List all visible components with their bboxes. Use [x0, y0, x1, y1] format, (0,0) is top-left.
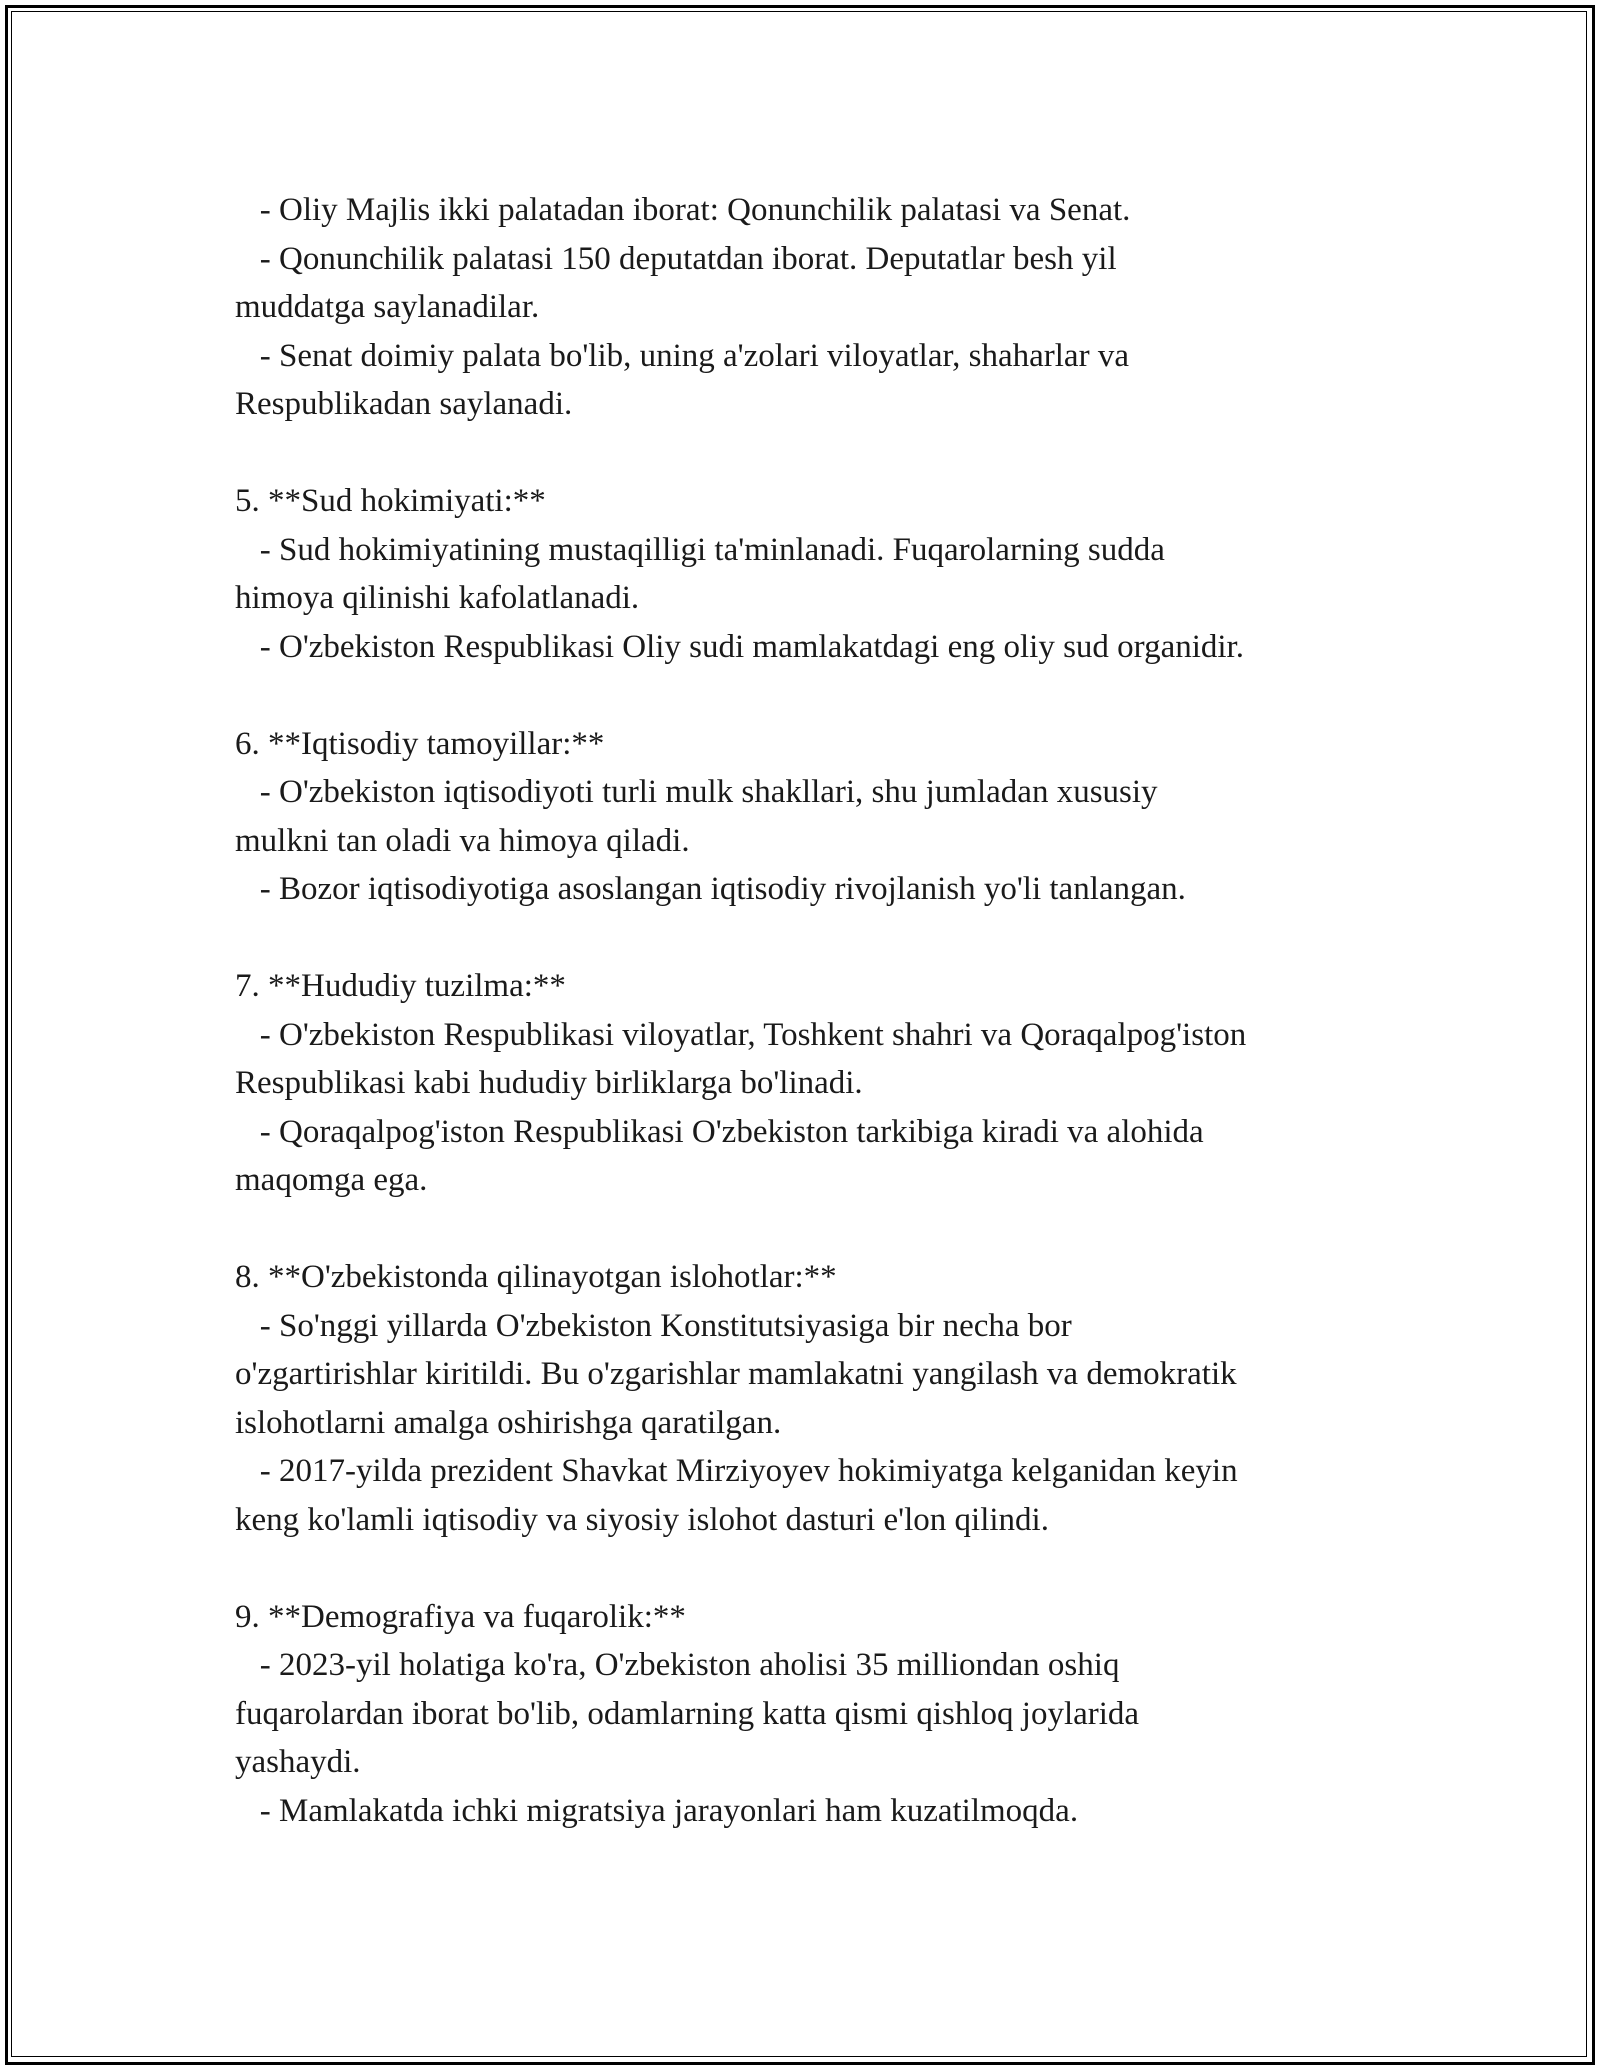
- text-line: - Sud hokimiyatining mustaqilligi ta'minlanadi. Fuqarolarning sudda: [235, 531, 1165, 568]
- text-line: - 2017-yilda prezident Shavkat Mirziyoyev hokimiyatga kelganidan keyin: [235, 1453, 1238, 1489]
- text-line: - Qonunchilik palatasi 150 deputatdan iborat. Deputatlar besh yil: [235, 240, 1117, 277]
- text-line: Respublikasi kabi hududiy birliklarga bo'linadi.: [235, 1065, 863, 1101]
- paragraph-gap: [235, 1205, 1385, 1254]
- text-line: islohotlarni amalga oshirishga qaratilgan.: [235, 1404, 782, 1441]
- document-body: [235, 186, 1385, 1835]
- section-heading: 5. **Sud hokimiyati:**: [235, 483, 546, 519]
- paragraph-gap: [235, 671, 1385, 720]
- text-line: yashaydi.: [235, 1744, 361, 1780]
- text-line: o'zgartirishlar kiritildi. Bu o'zgarishlar mamlakatni yangilash va demokratik: [235, 1356, 1237, 1392]
- section-heading: 6. **Iqtisodiy tamoyillar:**: [235, 725, 605, 762]
- paragraph-gap: [235, 429, 1385, 478]
- section-heading: 7. **Hududiy tuzilma:**: [235, 968, 566, 1004]
- text-line: - O'zbekiston Respublikasi Oliy sudi mamlakatdagi eng oliy sud organidir.: [235, 628, 1244, 665]
- text-line: - Bozor iqtisodiyotiga asoslangan iqtisodiy rivojlanish yo'li tanlangan.: [235, 871, 1186, 907]
- text-line: maqomga ega.: [235, 1162, 428, 1198]
- section-iqtisodiy-tamoyillar: [235, 720, 1385, 914]
- text-line: - Senat doimiy palata bo'lib, uning a'zolari viloyatlar, shaharlar va: [235, 337, 1129, 374]
- text-line: - Qoraqalpog'iston Respublikasi O'zbekiston tarkibiga kiradi va alohida: [235, 1113, 1204, 1150]
- text-line: keng ko'lamli iqtisodiy va siyosiy islohot dasturi e'lon qilindi.: [235, 1501, 1049, 1538]
- text-line: Respublikadan saylanadi.: [235, 386, 573, 422]
- text-line: fuqarolardan iborat bo'lib, odamlarning katta qismi qishloq joylarida: [235, 1695, 1140, 1732]
- section-islohotlar: [235, 1253, 1385, 1544]
- section-oliy-majlis: [235, 186, 1385, 429]
- section-demografiya: [235, 1593, 1385, 1836]
- section-heading: 9. **Demografiya va fuqarolik:**: [235, 1598, 686, 1635]
- section-sud-hokimiyati: [235, 477, 1385, 671]
- paragraph-gap: [235, 1544, 1385, 1593]
- text-line: - O'zbekiston Respublikasi viloyatlar, Toshkent shahri va Qoraqalpog'iston: [235, 1016, 1247, 1053]
- text-line: - Mamlakatda ichki migratsiya jarayonlari ham kuzatilmoqda.: [235, 1792, 1079, 1829]
- text-line: - So'nggi yillarda O'zbekiston Konstitutsiyasiga bir necha bor: [235, 1307, 1072, 1344]
- text-line: - O'zbekiston iqtisodiyoti turli mulk shakllari, shu jumladan xususiy: [235, 774, 1158, 810]
- paragraph-gap: [235, 914, 1385, 963]
- text-line: muddatga saylanadilar.: [235, 289, 540, 325]
- text-line: mulkni tan oladi va himoya qiladi.: [235, 822, 690, 859]
- text-line: himoya qilinishi kafolatlanadi.: [235, 580, 640, 616]
- text-line: - Oliy Majlis ikki palatadan iborat: Qonunchilik palatasi va Senat.: [235, 192, 1131, 228]
- section-heading: 8. **O'zbekistonda qilinayotgan islohotlar:**: [235, 1259, 837, 1295]
- text-line: - 2023-yil holatiga ko'ra, O'zbekiston aholisi 35 milliondan oshiq: [235, 1647, 1120, 1683]
- section-hududiy-tuzilma: [235, 962, 1385, 1205]
